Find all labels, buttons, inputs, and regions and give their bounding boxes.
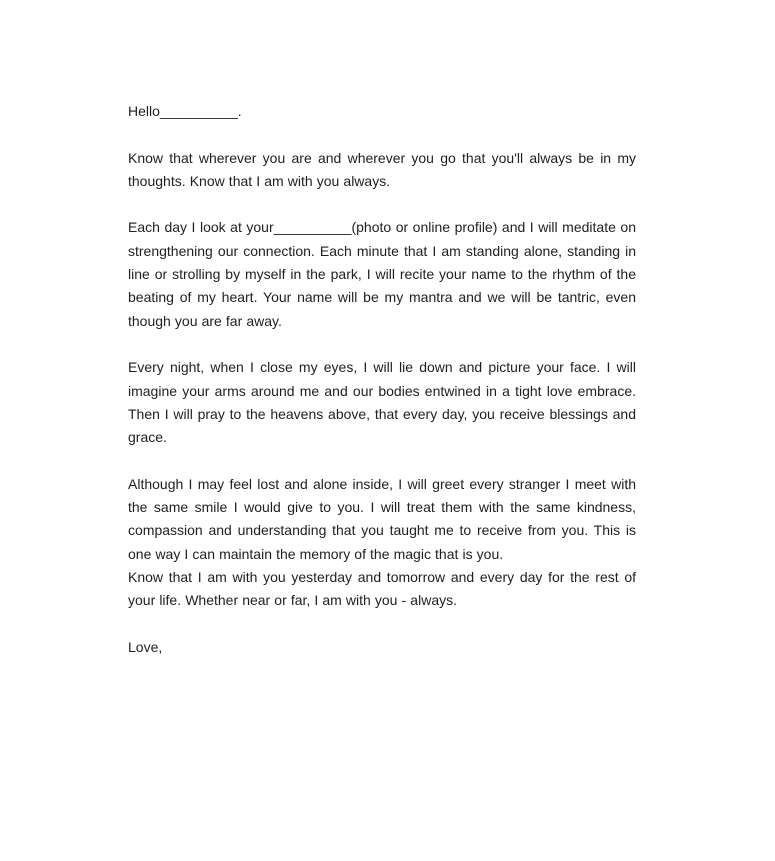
letter-paragraph: Although I may feel lost and alone inside, I will greet every stranger I meet with the same smile I would give to you. I will treat them with the same kindness, compassion and understanding that you taught me to receive from you. This is one way I can maintain the memory of the magic that is you.	[128, 475, 636, 562]
letter-paragraph: Each day I look at your__________(photo or online profile) and I will meditate on strengthening our connection. Each minute that I am standing alone, standing in line or strolling by myself in the park, I will recite your name to the rhythm of the beating of my heart. Your name will be my mantra and we will be tantric, even though you are far away.	[128, 219, 636, 329]
letter-body	[128, 100, 636, 659]
paragraph-spacer	[128, 333, 636, 356]
letter-greeting: Hello__________.	[128, 103, 242, 119]
letter-paragraph: Know that wherever you are and wherever you go that you'll always be in my thoughts. Know that I am with you always.	[128, 149, 636, 189]
paragraph-spacer	[128, 193, 636, 216]
paragraph-spacer	[128, 449, 636, 472]
letter-paragraph: Know that I am with you yesterday and tomorrow and every day for the rest of your life. Whether near or far, I am with you - always.	[128, 568, 636, 609]
paragraph-spacer	[128, 123, 636, 146]
letter-paragraph: Every night, when I close my eyes, I will lie down and picture your face. I will imagine your arms around me and our bodies entwined in a tight love embrace. Then I will pray to the heavens above, that every day, you receive blessings and grace.	[128, 359, 636, 446]
letter-closing: Love,	[128, 638, 163, 655]
paragraph-spacer	[128, 613, 636, 636]
